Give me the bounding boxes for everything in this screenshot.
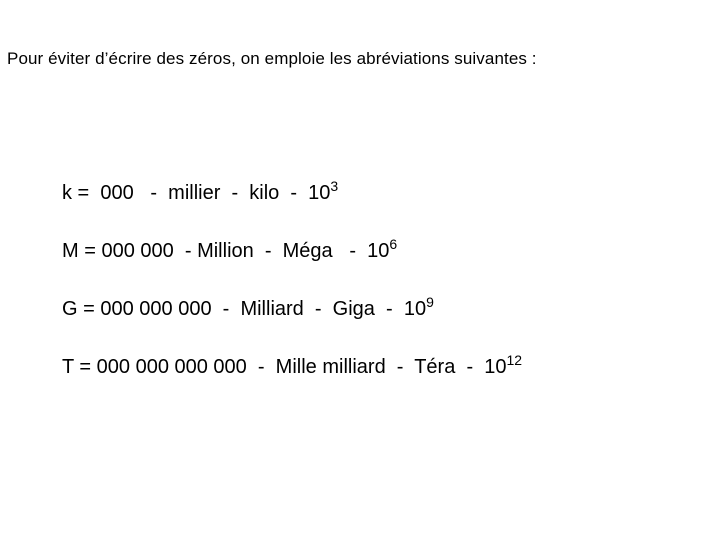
power-exponent: 12 xyxy=(506,352,523,368)
intro-text: Pour éviter d’écrire des zéros, on emploie les abréviations suivantes : xyxy=(7,49,537,68)
prefix-row-text: G = 000 000 000 - Milliard - Giga - 10 xyxy=(62,298,427,320)
prefix-row-text: M = 000 000 - Million - Méga - 10 xyxy=(62,240,390,262)
power-exponent: 6 xyxy=(389,236,398,252)
power-exponent: 9 xyxy=(426,294,434,310)
power-exponent: 3 xyxy=(330,178,339,194)
prefix-row-text: k = 000 - millier - kilo - 10 xyxy=(62,182,331,204)
prefix-row-mega xyxy=(62,236,398,264)
prefix-row-tera xyxy=(62,352,523,380)
prefix-row-text: T = 000 000 000 000 - Mille milliard - Téra - 10 xyxy=(62,356,507,378)
prefix-row-giga xyxy=(62,294,434,322)
prefix-row-kilo xyxy=(62,178,339,206)
